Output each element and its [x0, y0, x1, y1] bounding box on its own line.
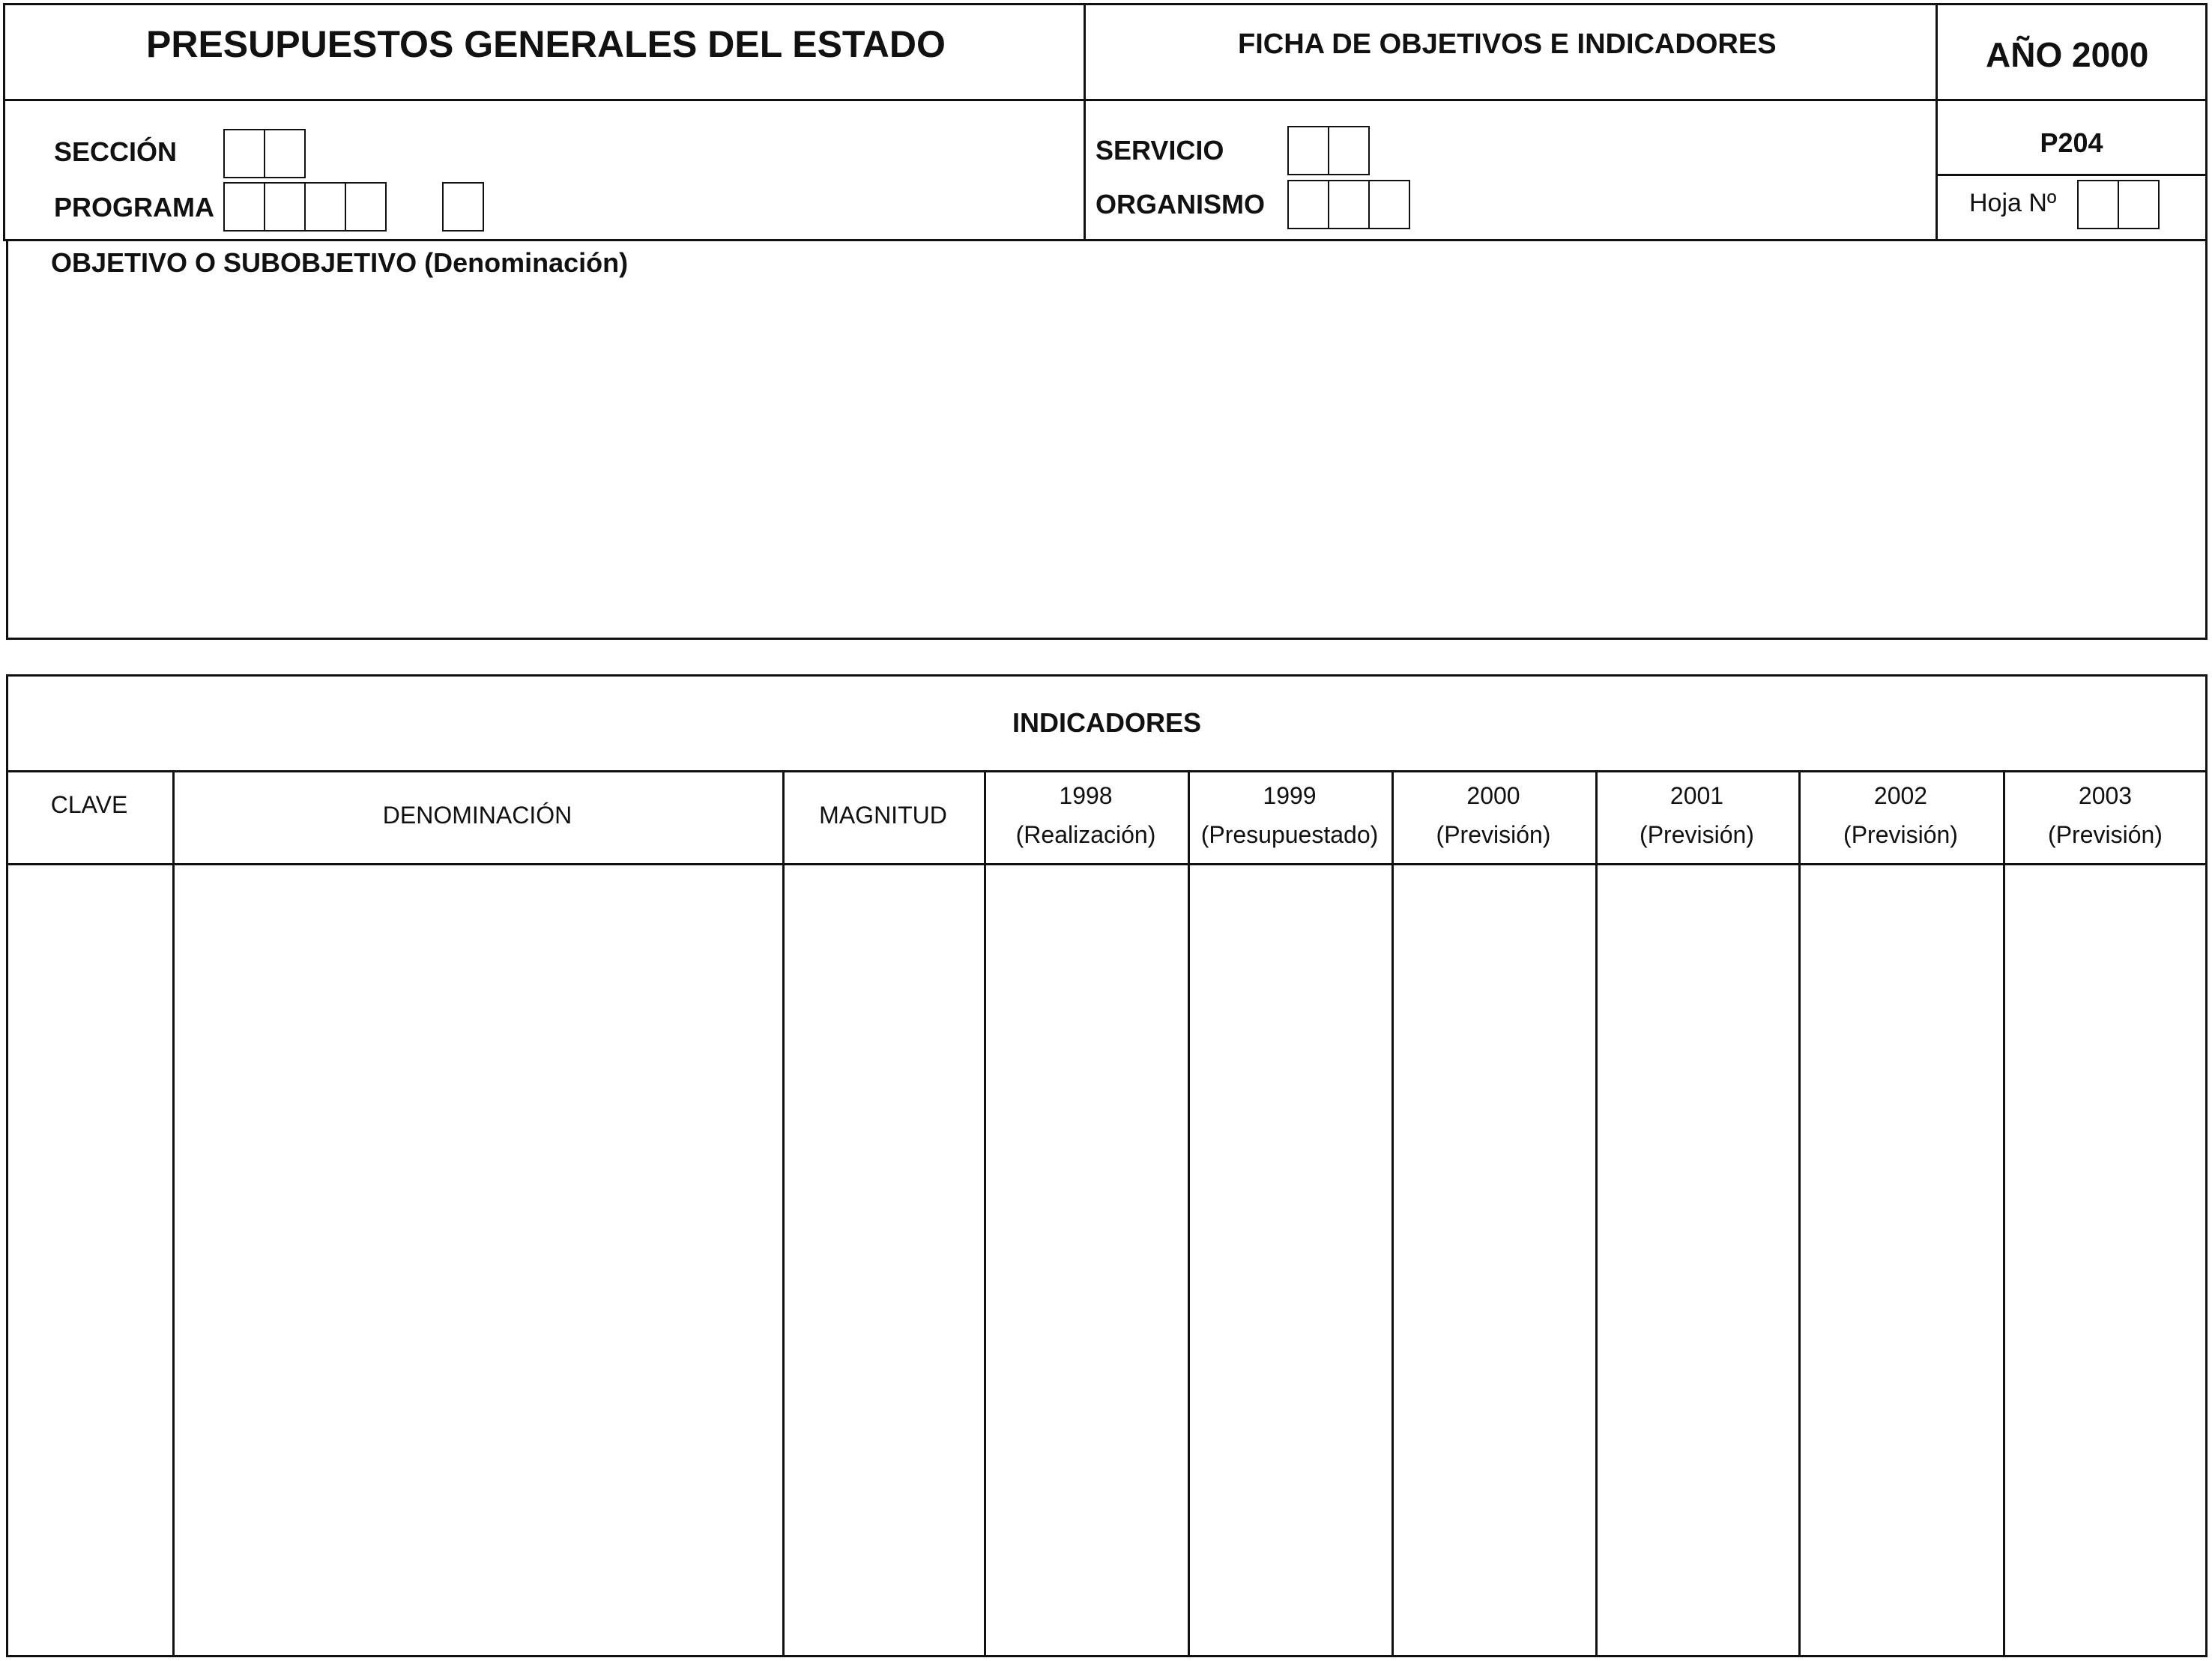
col-header-2002-line1: 2002 — [1873, 782, 1928, 809]
col-header-2001-line2: (Previsión) — [1640, 821, 1754, 848]
data-cell-clave[interactable] — [8, 865, 172, 1655]
col-header-1998-line1: 1998 — [1059, 782, 1113, 809]
data-cell-1998[interactable] — [986, 865, 1188, 1655]
seccion-box-1[interactable] — [223, 129, 265, 178]
servicio-label: SERVICIO — [1096, 135, 1224, 166]
col-header-denominacion — [172, 796, 782, 835]
objective-block[interactable] — [6, 239, 2208, 640]
col-header-2001-line1: 2001 — [1669, 782, 1724, 809]
data-cell-denominacion[interactable] — [175, 865, 782, 1655]
sheet-box-1[interactable] — [2077, 180, 2119, 229]
data-cell-2001[interactable] — [1598, 865, 1798, 1655]
col-header-2000-line1: 2000 — [1466, 782, 1520, 809]
col-header-2001 — [1595, 776, 1798, 854]
sheet-box-2[interactable] — [2118, 180, 2160, 229]
year-label: AÑO 2000 — [1986, 35, 2149, 74]
col-header-magnitud — [782, 796, 984, 835]
programa-box-3[interactable] — [304, 182, 346, 232]
organismo-box-1[interactable] — [1287, 180, 1329, 229]
col-header-2000-line2: (Previsión) — [1436, 821, 1551, 848]
col-header-2003-line2: (Previsión) — [2048, 821, 2163, 848]
objective-label-note: (Denominación) — [424, 247, 629, 278]
data-cell-2003[interactable] — [2005, 865, 2205, 1655]
data-cell-2002[interactable] — [1801, 865, 2003, 1655]
objective-label — [51, 247, 628, 279]
col-header-clave — [6, 785, 172, 824]
form-code: P204 — [2040, 127, 2103, 158]
col-header-2000 — [1391, 776, 1595, 854]
indicators-head-top — [6, 770, 2208, 772]
col-header-2002 — [1798, 776, 2003, 854]
seccion-label: SECCIÓN — [54, 136, 178, 167]
header-vdivider-2 — [1936, 3, 1938, 241]
form-title: FICHA DE OBJETIVOS E INDICADORES — [1238, 28, 1777, 60]
servicio-box-2[interactable] — [1328, 126, 1370, 175]
col-header-2003-line1: 2003 — [2078, 782, 2133, 809]
col-header-1999-line2: (Presupuestado) — [1200, 821, 1379, 848]
col-header-denominacion-line1: DENOMINACIÓN — [382, 802, 572, 829]
col-header-1998-line2: (Realización) — [1015, 821, 1156, 848]
indicators-title: INDICADORES — [1012, 707, 1202, 738]
col-header-1999 — [1188, 776, 1391, 854]
data-cell-2000[interactable] — [1394, 865, 1595, 1655]
col-header-2003 — [2003, 776, 2208, 854]
col-header-1998 — [984, 776, 1188, 854]
data-cell-magnitud[interactable] — [785, 865, 984, 1655]
organismo-box-2[interactable] — [1328, 180, 1370, 229]
programa-box-4[interactable] — [345, 182, 387, 232]
organismo-box-3[interactable] — [1368, 180, 1410, 229]
objective-label-bold: OBJETIVO O SUBOBJETIVO — [51, 247, 417, 278]
programa-box-1[interactable] — [223, 182, 265, 232]
servicio-box-1[interactable] — [1287, 126, 1329, 175]
header-divider — [3, 99, 2208, 101]
col-header-2002-line2: (Previsión) — [1843, 821, 1958, 848]
data-cell-1999[interactable] — [1190, 865, 1391, 1655]
main-title: PRESUPUESTOS GENERALES DEL ESTADO — [146, 23, 946, 65]
header-vdivider-1 — [1084, 3, 1086, 241]
organismo-label: ORGANISMO — [1096, 189, 1266, 220]
programa-box-5[interactable] — [442, 182, 484, 232]
programa-label: PROGRAMA — [54, 192, 214, 223]
col-header-clave-line1: CLAVE — [50, 791, 128, 818]
code-divider — [1936, 174, 2208, 176]
sheet-label: Hoja Nº — [1969, 189, 2057, 217]
seccion-box-2[interactable] — [264, 129, 306, 178]
programa-box-2[interactable] — [264, 182, 306, 232]
col-header-1999-line1: 1999 — [1263, 782, 1317, 809]
col-header-magnitud-line1: MAGNITUD — [819, 802, 947, 829]
